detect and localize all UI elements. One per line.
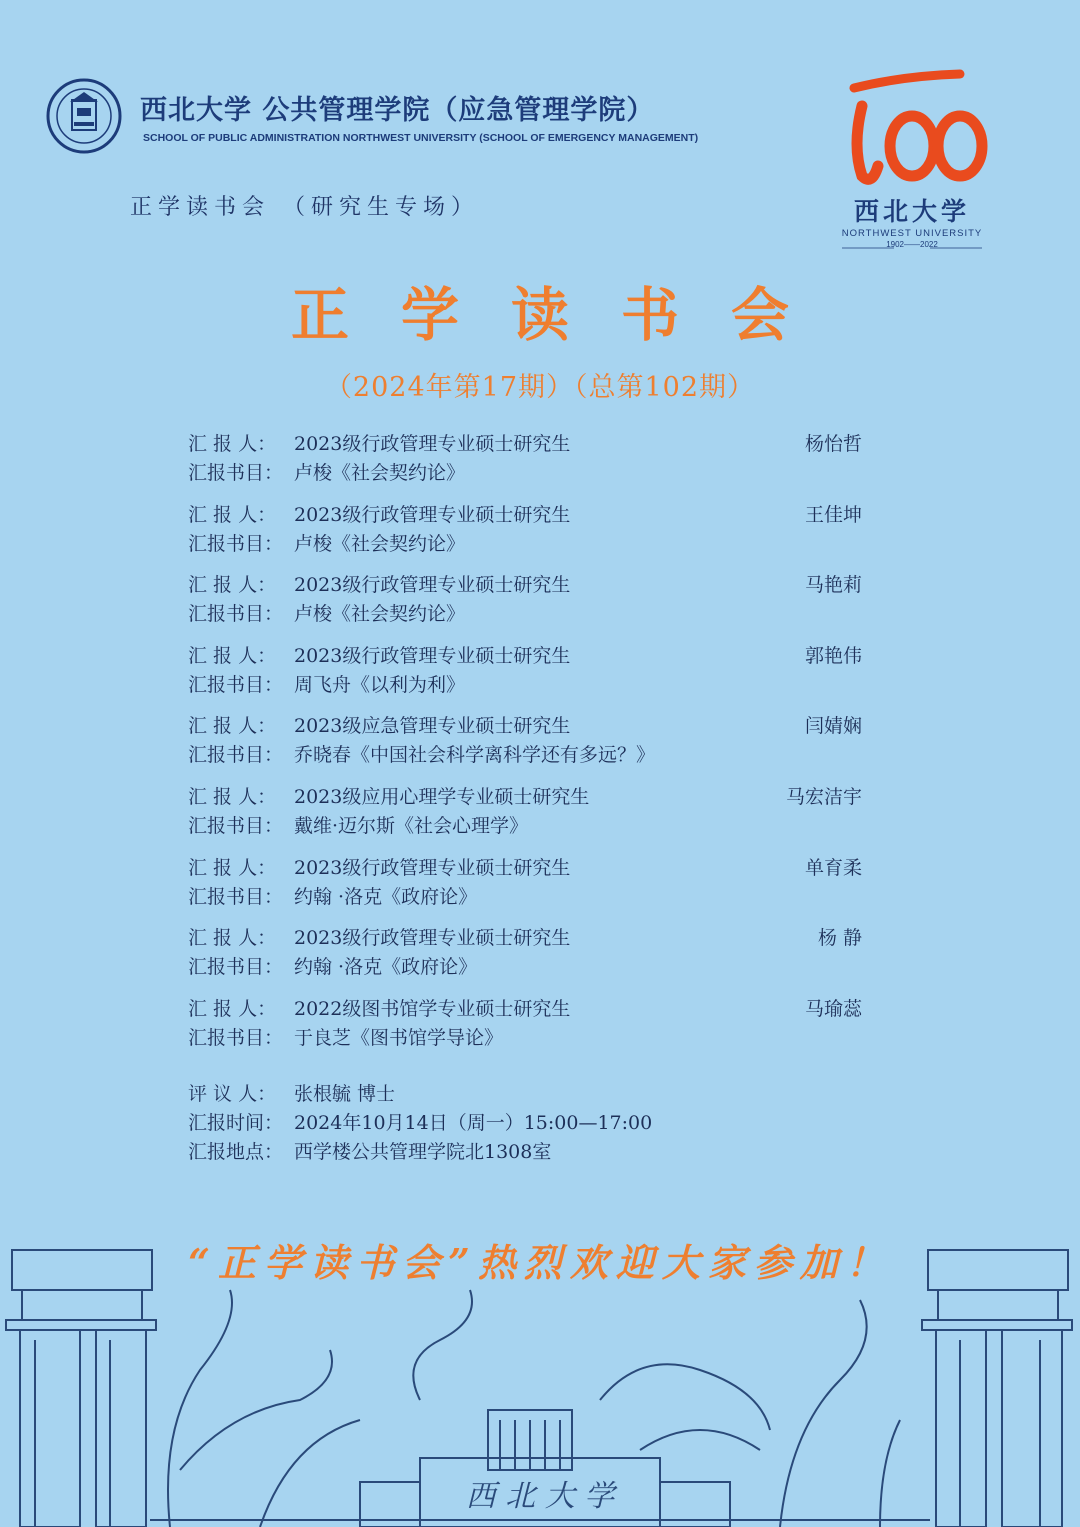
reporter-program: 2023级行政管理专业硕士研究生 (294, 503, 571, 526)
reporter-entry (188, 924, 868, 982)
gate-sign-text: 西 北 大 学 (465, 1479, 615, 1514)
school-seal-icon (46, 78, 122, 154)
reporter-name: 杨怡哲 (804, 433, 862, 455)
reporter-label: 汇 报 人： (188, 574, 277, 597)
book-label: 汇报书目： (188, 744, 284, 767)
reporter-name: 王佳坤 (804, 503, 862, 526)
reporter-row (188, 430, 868, 459)
time-label: 汇报时间： (188, 1112, 284, 1134)
reporter-program: 2023级应用心理学专业硕士研究生 (294, 786, 590, 808)
book-row (188, 600, 868, 629)
reporter-program: 2023级行政管理专业硕士研究生 (294, 644, 571, 667)
book-label: 汇报书目： (188, 532, 284, 555)
reporter-label: 汇 报 人： (188, 715, 277, 738)
book-title: 卢梭《社会契约论》 (294, 532, 466, 555)
reporter-program: 2023级行政管理专业硕士研究生 (294, 574, 571, 597)
commentator-label: 评 议 人： (188, 1083, 277, 1105)
session-subtitle: 正学读书会 （研究生专场） (130, 195, 479, 220)
anniversary-years: 1902——2022 (886, 240, 938, 249)
reporter-entry (188, 854, 868, 912)
reporter-program: 2023级应急管理专业硕士研究生 (294, 715, 571, 738)
book-title: 戴维·迈尔斯《社会心理学》 (294, 815, 529, 837)
reporter-name: 郭艳伟 (804, 644, 862, 667)
reporter-label: 汇 报 人： (188, 927, 277, 950)
main-title: 正学读书会 (290, 281, 841, 349)
school-name-en: SCHOOL OF PUBLIC ADMINISTRATION NORTHWEST UNIVERSITY (SCHOOL OF EMERGENCY MANAGEMENT) (143, 132, 699, 144)
book-label: 汇报书目： (188, 885, 284, 908)
reporter-entry (188, 712, 868, 770)
book-title: 卢梭《社会契约论》 (294, 462, 466, 484)
reporter-row (188, 924, 868, 953)
book-label: 汇报书目： (188, 815, 284, 837)
issue-number: （2024年第17期）（总第102期） (324, 372, 756, 403)
book-title: 约翰 ·洛克《政府论》 (294, 885, 478, 908)
anniversary-university-cn: 西北大学 (853, 197, 970, 226)
reporter-program: 2022级图书馆学专业硕士研究生 (294, 997, 571, 1020)
book-label: 汇报书目： (188, 603, 284, 626)
reporter-row (188, 854, 868, 883)
reporter-label: 汇 报 人： (188, 503, 277, 526)
time-line (188, 1109, 652, 1138)
school-name-cn: 西北大学 公共管理学院（应急管理学院） (140, 95, 655, 126)
anniversary-university-en: NORTHWEST UNIVERSITY (841, 228, 983, 239)
place-value: 西学楼公共管理学院北1308室 (294, 1141, 552, 1163)
reporter-row (188, 501, 868, 530)
reporter-row (188, 783, 868, 812)
book-row (188, 812, 868, 841)
book-row (188, 1024, 868, 1053)
book-title: 卢梭《社会契约论》 (294, 603, 466, 626)
reporter-label: 汇 报 人： (188, 786, 277, 808)
commentator-line (188, 1080, 395, 1109)
reporter-name: 马瑜蕊 (804, 997, 862, 1020)
reporter-entry (188, 783, 868, 841)
book-row (188, 883, 868, 912)
book-label: 汇报书目： (188, 956, 284, 979)
reporter-entry (188, 430, 868, 488)
book-row (188, 459, 868, 488)
reporter-label: 汇 报 人： (188, 997, 277, 1020)
book-row (188, 530, 868, 559)
reporter-entry (188, 995, 868, 1053)
place-label: 汇报地点： (188, 1141, 284, 1163)
reporter-program: 2023级行政管理专业硕士研究生 (294, 927, 571, 950)
book-row (188, 953, 868, 982)
reporter-name: 马艳莉 (804, 574, 862, 597)
reporter-row (188, 995, 868, 1024)
reporter-name: 闫婧娴 (804, 715, 862, 738)
reporter-label: 汇 报 人： (188, 433, 277, 455)
book-title: 周飞舟《以利为利》 (294, 673, 466, 696)
reporter-program: 2023级行政管理专业硕士研究生 (294, 856, 571, 879)
book-title: 于良芝《图书馆学导论》 (294, 1026, 504, 1049)
book-label: 汇报书目： (188, 673, 284, 696)
reporter-name: 杨 静 (817, 927, 862, 950)
reporter-name: 马宏洁宇 (785, 786, 862, 808)
welcome-banner: “正学读书会”热烈欢迎大家参加！ (188, 1240, 892, 1285)
reporter-label: 汇 报 人： (188, 644, 277, 667)
reporter-program: 2023级行政管理专业硕士研究生 (294, 433, 571, 455)
book-title: 乔晓春《中国社会科学离科学还有多远？》 (294, 744, 656, 767)
reporter-entry (188, 571, 868, 629)
reporter-row (188, 571, 868, 600)
book-row (188, 671, 868, 700)
reporter-entry (188, 501, 868, 559)
book-label: 汇报书目： (188, 462, 284, 484)
place-line (188, 1138, 551, 1167)
time-value: 2024年10月14日（周一）15:00—17:00 (294, 1112, 653, 1134)
book-row (188, 741, 868, 770)
reporter-label: 汇 报 人： (188, 856, 277, 879)
book-title: 约翰 ·洛克《政府论》 (294, 956, 478, 979)
commentator-value: 张根毓 博士 (294, 1083, 396, 1105)
book-label: 汇报书目： (188, 1026, 284, 1049)
reporter-row (188, 642, 868, 671)
reporter-entry (188, 642, 868, 700)
reporter-row (188, 712, 868, 741)
reporter-name: 单育柔 (804, 856, 862, 879)
